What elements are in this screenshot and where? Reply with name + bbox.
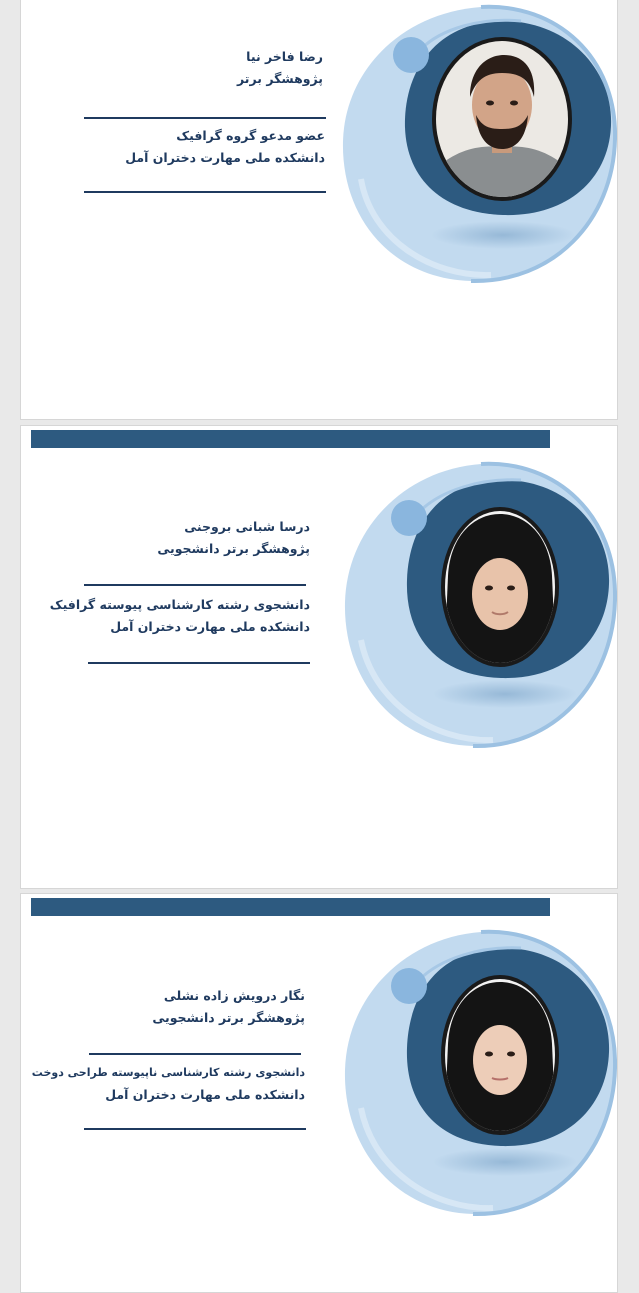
profile-text — [237, 46, 323, 90]
person-name: رضا فاخر نیا — [246, 49, 323, 64]
person-role: دانشجوی رشته کارشناسی ناپیوسته طراحی دوخت — [31, 1066, 305, 1079]
profile-slide-1 — [20, 0, 618, 420]
person-institution: دانشکده ملی مهارت دختران آمل — [125, 150, 325, 165]
profile-text — [157, 516, 310, 560]
person-name: نگار درویش زاده نشلی — [163, 988, 305, 1003]
profile-affiliation — [50, 594, 310, 638]
profile-slide-3 — [20, 893, 618, 1293]
person-institution: دانشکده ملی مهارت دختران آمل — [110, 619, 310, 634]
profile-photo — [440, 506, 560, 668]
header-bar — [31, 898, 550, 916]
person-title: پژوهشگر برتر دانشجویی — [157, 541, 310, 556]
profile-photo — [430, 35, 574, 203]
divider-line — [89, 1053, 301, 1055]
person-title: پژوهشگر برتر — [237, 71, 323, 86]
profile-photo — [440, 974, 560, 1136]
profile-affiliation — [125, 125, 325, 169]
divider-line — [84, 584, 306, 586]
divider-line — [84, 1128, 306, 1130]
profile-affiliation — [32, 1062, 305, 1106]
person-role: دانشجوی رشته کارشناسی پیوسته گرافیک — [49, 597, 310, 612]
divider-line — [84, 117, 326, 119]
person-role: عضو مدعو گروه گرافیک — [176, 128, 325, 143]
profile-slide-2 — [20, 425, 618, 889]
divider-line — [88, 662, 310, 664]
person-title: پژوهشگر برتر دانشجویی — [152, 1010, 305, 1025]
header-bar — [31, 430, 550, 448]
profile-text — [152, 985, 305, 1029]
person-name: درسا شبانی بروجنی — [184, 519, 310, 534]
person-institution: دانشکده ملی مهارت دختران آمل — [105, 1087, 305, 1102]
divider-line — [84, 191, 326, 193]
